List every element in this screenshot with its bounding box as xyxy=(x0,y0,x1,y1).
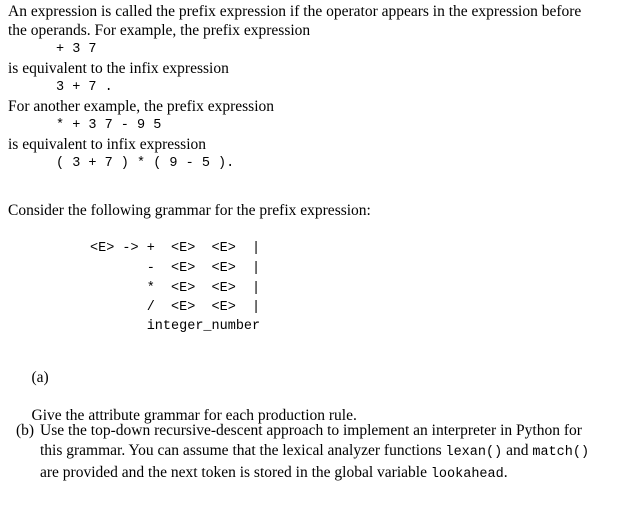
equivalence-line-1: is equivalent to the infix expression xyxy=(8,60,229,77)
question-b-text xyxy=(40,421,595,485)
grammar-rule: integer_number xyxy=(90,319,261,334)
grammar-intro: Consider the following grammar for the prefix expression: xyxy=(8,202,371,219)
code-lookahead: lookahead xyxy=(430,467,504,482)
question-a-text: Give the attribute grammar for each production rule. xyxy=(31,407,357,424)
question-b-text-part: and xyxy=(502,442,533,459)
example-2-prefix: * + 3 7 - 9 5 xyxy=(56,118,162,133)
question-b-label: (b) xyxy=(16,422,35,439)
question-b-text-part: Use the top-down recursive-descent approach to implement an interpreter in Python for this grammar. You can assume that the lexical analyzer functions xyxy=(40,422,582,459)
equivalence-line-2: is equivalent to infix expression xyxy=(8,136,207,153)
grammar-rule: / <E> <E> | xyxy=(90,300,261,315)
question-a-label: (a) xyxy=(31,369,49,386)
grammar-rule: <E> -> + <E> <E> | xyxy=(90,241,261,256)
grammar-rule: - <E> <E> | xyxy=(90,261,261,276)
example-1-prefix: + 3 7 xyxy=(56,42,97,57)
intro-line-1: An expression is called the prefix expression if the operator appears in the expression before xyxy=(8,3,582,20)
example-1-infix: 3 + 7 . xyxy=(56,80,113,95)
another-example-line: For another example, the prefix expression xyxy=(8,98,274,115)
question-b-text-part: . xyxy=(503,464,508,481)
intro-line-2: the operands. For example, the prefix expression xyxy=(8,22,311,39)
code-match: match() xyxy=(532,445,590,460)
grammar-rule: * <E> <E> | xyxy=(90,281,261,296)
example-2-infix: ( 3 + 7 ) * ( 9 - 5 ). xyxy=(56,156,235,171)
question-b-text-part: are provided and the next token is stored in the global variable xyxy=(40,464,431,481)
code-lexan: lexan() xyxy=(445,445,503,460)
